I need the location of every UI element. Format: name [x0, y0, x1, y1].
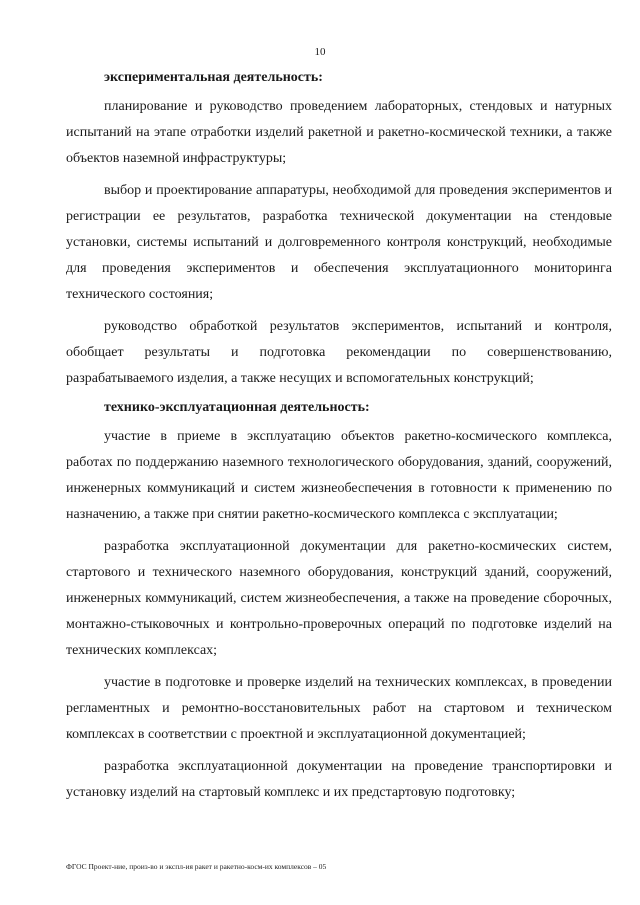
paragraph: участие в приеме в эксплуатацию объектов ракетно-космического комплекса, работах по поддержанию наземного технологического оборудования, зданий, сооружений, инженерных коммуникаций и систем жизнеобеспечения в готовности к применению по назначению, а также при снятии ракетно-космического комплекса с эксплуатации; [66, 429, 612, 522]
section-heading-experimental: экспериментальная деятельность: [104, 70, 323, 85]
paragraph: руководство обработкой результатов экспериментов, испытаний и контроля, обобщает результаты и подготовка рекомендации по совершенствованию, разрабатываемого изделия, а также несущих и вспомогательных конструкций; [66, 319, 612, 386]
page-number: 10 [314, 46, 326, 58]
paragraph: выбор и проектирование аппаратуры, необходимой для проведения экспериментов и регистрации ее результатов, разработка технической документации на стендовые установки, системы испытаний и долговременного контроля конструкций, необходимые для проведения экспериментов и обеспечения эксплуатационного мониторинга технического состояния; [66, 183, 612, 302]
section-heading-operational: технико-эксплуатационная деятельность: [104, 400, 370, 415]
paragraph: участие в подготовке и проверке изделий на технических комплексах, в проведении регламентных и ремонтно-восстановительных работ на стартовом и техническом комплексах в соответствии с проектной и эксплуатационной документацией; [66, 675, 612, 742]
paragraph: разработка эксплуатационной документации для ракетно-космических систем, стартового и технического наземного оборудования, конструкций зданий, сооружений, инженерных коммуникаций, систем жизнеобеспечения, а также на проведение сборочных, монтажно-стыковочных и контрольно-проверочных операций по подготовке изделий на технических комплексах; [66, 539, 612, 658]
paragraph: разработка эксплуатационной документации на проведение транспортировки и установку изделий на стартовый комплекс и их предстартовую подготовку; [66, 759, 612, 800]
paragraph: планирование и руководство проведением лабораторных, стендовых и натурных испытаний на этапе отработки изделий ракетной и ракетно-космической техники, а также объектов наземной инфраструктуры; [66, 99, 612, 166]
page-content [66, 68, 612, 812]
page-footer: ФГОС Проект-ние, произ-во и экспл-ия ракет и ракетно-косм-их комплексов – 05 [66, 862, 327, 871]
